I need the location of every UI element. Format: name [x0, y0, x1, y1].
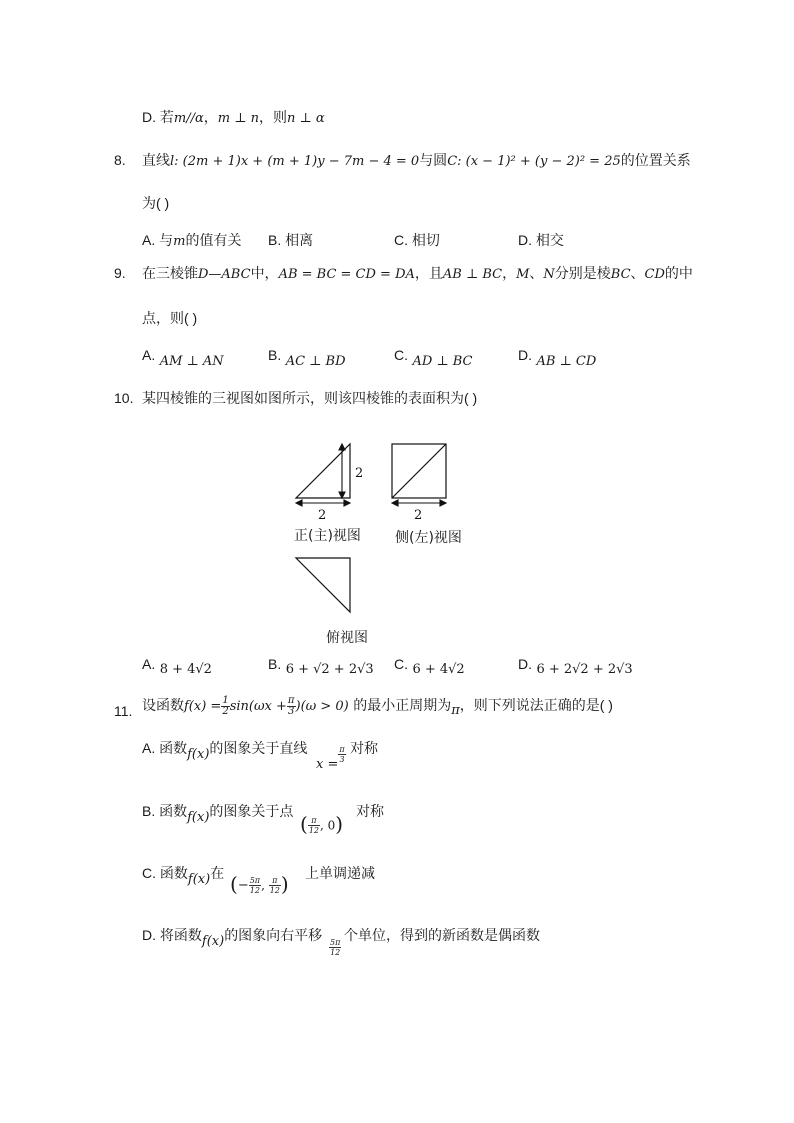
q10-option-d: D. 6 + 2√2 + 2√3	[518, 656, 633, 677]
q9-number: 9.	[114, 265, 126, 281]
q8-stem: 直线l: (2m + 1)x + (m + 1)y − 7m − 4 = 0与圆C: (x − 1)² + (y − 2)² = 25的位置关系	[142, 152, 691, 169]
front-dim-height: 2	[355, 466, 364, 481]
comma: ,	[261, 878, 269, 893]
q8-option-b: B. 相离	[268, 232, 314, 248]
q11-option-c-interval	[230, 872, 289, 896]
minus-sign: −	[237, 878, 249, 893]
front-width-arrow	[296, 500, 350, 506]
fraction-pi-3-option-a: $\frac{\pi}{3}$	[339, 745, 345, 764]
q11-option-d-tail: 个单位，得到的新函数是偶函数	[344, 927, 540, 943]
side-width-arrow	[392, 500, 446, 506]
q10-option-b: B. 6 + √2 + 2√3	[268, 656, 374, 677]
front-view-label: 正(主)视图	[294, 528, 361, 544]
fraction-5pi-12-d: $\frac{5\pi}{12}$	[330, 938, 341, 957]
front-dim-width: 2	[318, 508, 327, 523]
q10-option-c: C. 6 + 4√2	[394, 656, 465, 677]
q7-option-d: D. 若m//α，m ⊥ n，则n ⊥ α	[142, 109, 325, 126]
q11-option-a: A. 函数f(x)的图象关于直线	[142, 740, 308, 762]
q10-stem: 某四棱锥的三视图如图所示，则该四棱锥的表面积为( )	[142, 390, 478, 406]
fraction-5pi-12: $\frac{5\pi}{12}$	[249, 876, 261, 895]
q8-number: 8.	[114, 152, 126, 168]
right-paren: )	[335, 812, 344, 836]
q9-option-a: A. AM ⊥ AN	[142, 347, 224, 369]
fraction-pi-12-c: $\frac{\pi}{12}$	[269, 876, 280, 895]
q11-option-d-shift	[329, 938, 341, 957]
q10-number: 10.	[114, 390, 134, 406]
q11-option-a-tail: 对称	[350, 740, 378, 756]
q10-option-a: A. 8 + 4√2	[142, 656, 212, 677]
q11-number: 11.	[114, 703, 133, 719]
fraction-pi-3: $\frac{\pi}{3}$	[287, 694, 295, 717]
side-dim-width: 2	[414, 508, 423, 523]
q8-stem-line2: 为( )	[142, 195, 170, 211]
q9-stem: 在三棱锥D—ABC中，AB = BC = CD = DA，且AB ⊥ BC，M、N分别是棱BC、CD的中	[142, 265, 693, 282]
q8-option-d: D. 相交	[518, 232, 564, 248]
left-paren: (	[300, 812, 308, 836]
q11-option-c-tail: 上单调递减	[305, 865, 375, 881]
q9-option-c: C. AD ⊥ BC	[394, 347, 473, 369]
top-view-label: 俯视图	[326, 630, 368, 646]
q11-option-b-point: ( $\frac{\pi}{12}$ , 0)	[300, 812, 344, 836]
q11-option-b: B. 函数f(x)的图象关于点	[142, 803, 294, 825]
fraction-pi-12: $\frac{\pi}{12}$	[308, 816, 319, 835]
q11-stem: 设函数f(x) = $\frac{1}{2}$ sin(ωx + $\frac{\pi}{3}$ )(ω > 0) 的最小正周期为π，则下列说法正确的是( )	[142, 694, 613, 718]
side-view-square	[392, 444, 446, 498]
q8-option-c: C. 相切	[394, 232, 440, 248]
q9-option-d: D. AB ⊥ CD	[518, 347, 597, 369]
q11-option-d: D. 将函数f(x)的图象向右平移	[142, 927, 323, 949]
top-view-triangle	[296, 558, 350, 612]
front-height-arrow	[339, 444, 345, 498]
q9-stem-line2: 点，则( )	[142, 310, 198, 326]
q8-option-a: A. 与m的值有关	[142, 232, 242, 249]
q11-option-a-expr: x = $\frac{\pi}{3}$	[316, 745, 345, 772]
q11-option-c: C. 函数f(x)在	[142, 865, 225, 887]
q11-option-b-tail: 对称	[356, 803, 384, 819]
q9-option-b: B. AC ⊥ BD	[268, 347, 346, 369]
fraction-half: $\frac{1}{2}$	[222, 694, 229, 717]
side-view-label: 侧(左)视图	[395, 530, 462, 546]
right-paren: )	[280, 872, 289, 896]
left-paren: (	[230, 872, 238, 896]
